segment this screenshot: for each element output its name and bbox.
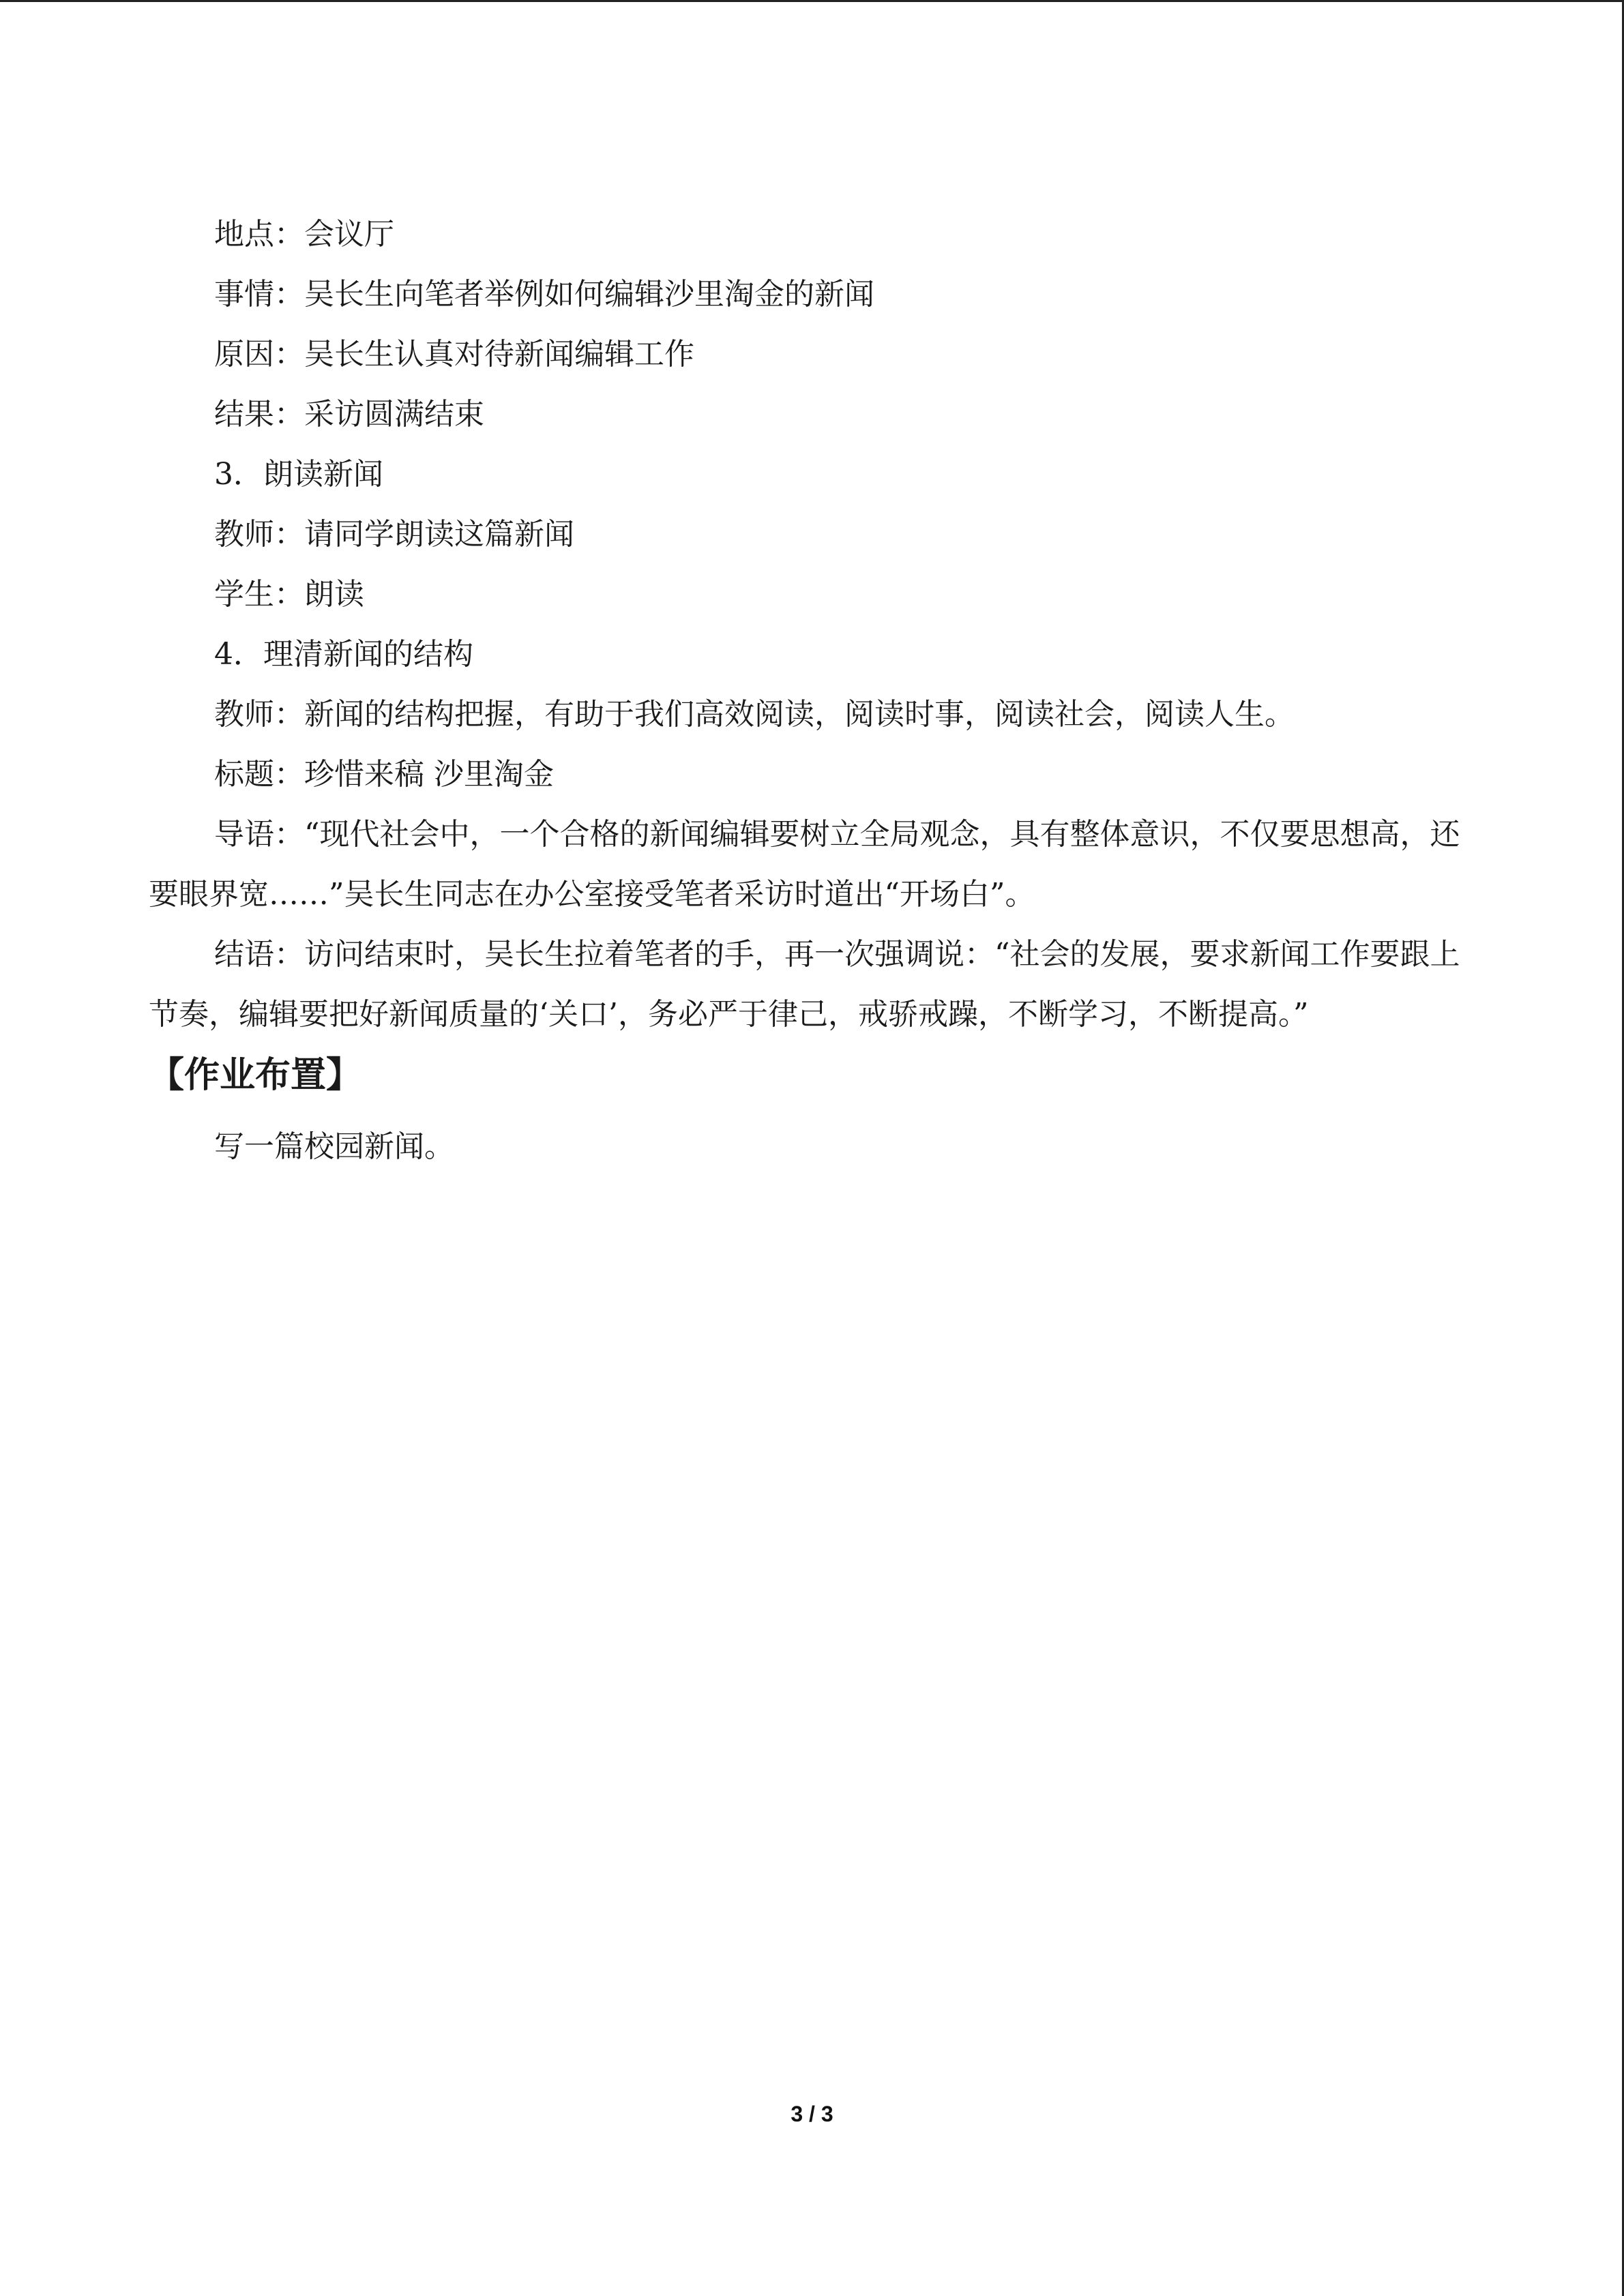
homework-text: 写一篇校园新闻。	[214, 1129, 454, 1164]
page-number: 3 / 3	[791, 2102, 833, 2126]
paragraph-result: 结果：采访圆满结束	[214, 397, 484, 432]
paragraph-conclusion: 结语：访问结束时，吴长生拉着笔者的手，再一次强调说：“社会的发展，要求新闻工作要跟上节奏，编辑要把好新闻质量的‘关口’，务必严于律己，戒骄戒躁，不断学习，不断提高。”	[149, 937, 1460, 1032]
paragraph-lead: 导语：“现代社会中，一个合格的新闻编辑要树立全局观念，具有整体意识，不仅要思想高，还要眼界宽……”吴长生同志在办公室接受笔者采访时道出“开场白”。	[149, 817, 1460, 912]
paragraph-student-read: 学生：朗读	[214, 577, 364, 612]
paragraph-teacher-structure: 教师：新闻的结构把握，有助于我们高效阅读，阅读时事，阅读社会，阅读人生。	[214, 697, 1295, 732]
page-top-border	[0, 0, 1624, 2]
paragraph-teacher-read: 教师：请同学朗读这篇新闻	[214, 517, 574, 552]
step-3-heading: 3．朗读新闻	[214, 457, 383, 492]
paragraph-location: 地点：会议厅	[214, 217, 394, 252]
paragraph-title: 标题：珍惜来稿 沙里淘金	[214, 757, 554, 792]
document-body	[149, 205, 1472, 1177]
paragraph-event: 事情：吴长生向笔者举例如何编辑沙里淘金的新闻	[214, 277, 874, 312]
homework-heading: 【作业布置】	[149, 1055, 362, 1096]
step-4-heading: 4．理清新闻的结构	[214, 637, 473, 672]
paragraph-reason: 原因：吴长生认真对待新闻编辑工作	[214, 337, 694, 372]
